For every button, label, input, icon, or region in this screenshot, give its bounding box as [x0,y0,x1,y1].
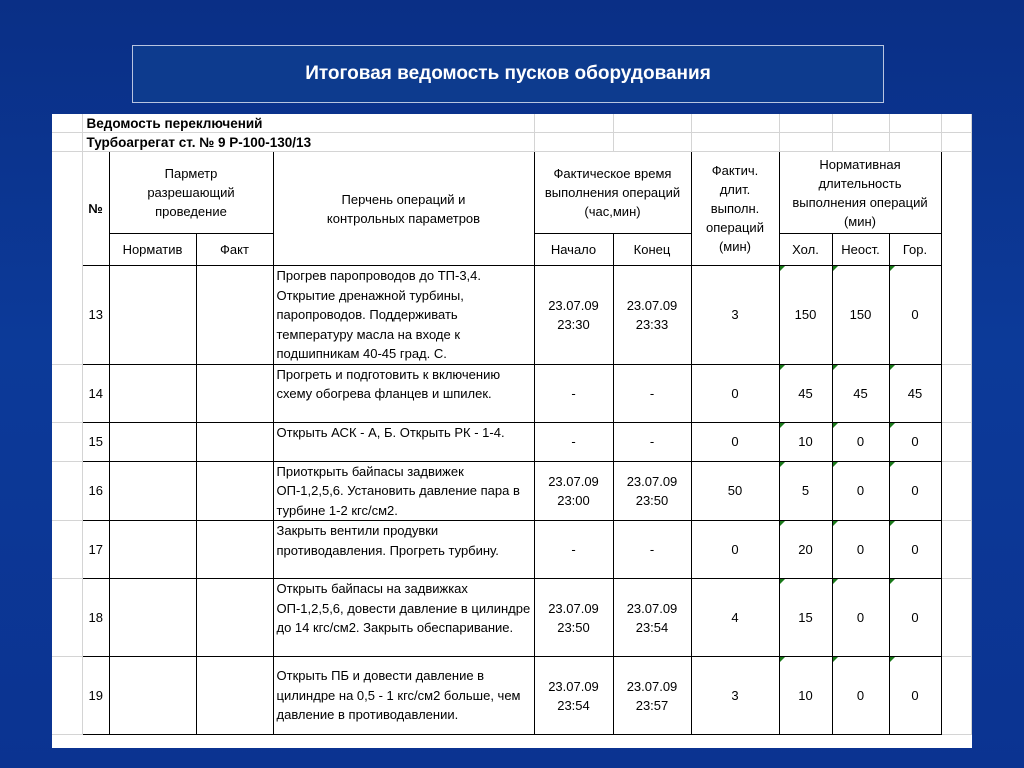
row-operation: Прогреть и подготовить к включению схему обогрева фланцев и шпилек. [273,364,534,422]
header-actual-time: Фактическое время выполнения операций (час,мин) [534,152,691,234]
table-row [52,364,971,422]
row-fact [196,657,273,735]
header-norm: Норматив [109,234,196,266]
row-cold: 10 [779,422,832,461]
row-fact [196,461,273,521]
row-end: 23.07.09 23:33 [613,266,691,365]
slide-title-text: Итоговая ведомость пусков оборудования [305,63,711,84]
row-uncooled: 0 [832,657,889,735]
row-norm [109,364,196,422]
row-cold: 20 [779,521,832,579]
row-norm [109,266,196,365]
row-cold: 10 [779,657,832,735]
row-operation: Открыть АСК - А, Б. Открыть РК - 1-4. [273,422,534,461]
row-operation: Открыть ПБ и довести давление в цилиндре на 0,5 - 1 кгс/см2 больше, чем давление в противодавлении. [273,657,534,735]
row-fact [196,579,273,657]
row-norm [109,657,196,735]
row-number: 13 [82,266,109,365]
row-number: 15 [82,422,109,461]
row-duration: 3 [691,657,779,735]
row-end: 23.07.09 23:50 [613,461,691,521]
row-uncooled: 45 [832,364,889,422]
row-duration: 0 [691,521,779,579]
row-hot: 0 [889,657,941,735]
row-operation: Открыть байпасы на задвижках ОП-1,2,5,6, довести давление в цилиндре до 14 кгс/см2. Закрыть обеспаривание. [273,579,534,657]
table-row [52,266,971,365]
sheet-caption-1: Ведомость переключений [82,114,534,133]
row-start: 23.07.09 23:54 [534,657,613,735]
row-uncooled: 0 [832,579,889,657]
header-operations: Перчень операций и контрольных параметров [273,152,534,266]
switching-table [52,114,972,735]
row-cold: 5 [779,461,832,521]
row-end: - [613,364,691,422]
slide-title [132,45,884,103]
table-row [52,579,971,657]
spreadsheet [52,114,972,748]
row-number: 18 [82,579,109,657]
header-end: Конец [613,234,691,266]
row-cold: 45 [779,364,832,422]
row-duration: 50 [691,461,779,521]
header-parameter: Парметр разрешающий проведение [109,152,273,234]
row-cold: 15 [779,579,832,657]
row-norm [109,461,196,521]
row-uncooled: 0 [832,422,889,461]
row-norm [109,579,196,657]
row-duration: 4 [691,579,779,657]
row-start: 23.07.09 23:50 [534,579,613,657]
row-norm [109,521,196,579]
row-start: 23.07.09 23:30 [534,266,613,365]
row-fact [196,521,273,579]
row-uncooled: 150 [832,266,889,365]
header-number: № [82,152,109,266]
row-end: - [613,521,691,579]
row-cold: 150 [779,266,832,365]
header-start: Начало [534,234,613,266]
row-number: 19 [82,657,109,735]
row-end: - [613,422,691,461]
table-row [52,422,971,461]
header-hot: Гор. [889,234,941,266]
row-fact [196,266,273,365]
row-hot: 0 [889,461,941,521]
row-hot: 0 [889,422,941,461]
row-start: - [534,521,613,579]
row-number: 14 [82,364,109,422]
row-norm [109,422,196,461]
header-actual-duration: Фактич. длит. выполн. операций (мин) [691,152,779,266]
row-number: 16 [82,461,109,521]
table-row [52,521,971,579]
row-start: - [534,422,613,461]
row-operation: Приоткрыть байпасы задвижек ОП-1,2,5,6. Установить давление пара в турбине 1-2 кгс/см2. [273,461,534,521]
table-row [52,657,971,735]
row-hot: 0 [889,579,941,657]
sheet-caption-2: Турбоагрегат ст. № 9 Р-100-130/13 [82,133,534,152]
row-number: 17 [82,521,109,579]
row-duration: 3 [691,266,779,365]
row-duration: 0 [691,422,779,461]
row-end: 23.07.09 23:54 [613,579,691,657]
row-hot: 0 [889,266,941,365]
row-start: 23.07.09 23:00 [534,461,613,521]
row-uncooled: 0 [832,461,889,521]
header-cold: Хол. [779,234,832,266]
row-hot: 45 [889,364,941,422]
header-uncooled: Неост. [832,234,889,266]
row-operation: Закрыть вентили продувки противодавления. Прогреть турбину. [273,521,534,579]
row-fact [196,422,273,461]
row-operation: Прогрев паропроводов до ТП-3,4. Открытие дренажной турбины, паропроводов. Поддерживать температуру масла на входе к подшипникам 40-45 град. С. [273,266,534,365]
header-norm-duration: Нормативная длительность выполнения операций (мин) [779,152,941,234]
row-start: - [534,364,613,422]
row-duration: 0 [691,364,779,422]
row-end: 23.07.09 23:57 [613,657,691,735]
table-row [52,461,971,521]
header-fact: Факт [196,234,273,266]
row-fact [196,364,273,422]
row-hot: 0 [889,521,941,579]
row-uncooled: 0 [832,521,889,579]
